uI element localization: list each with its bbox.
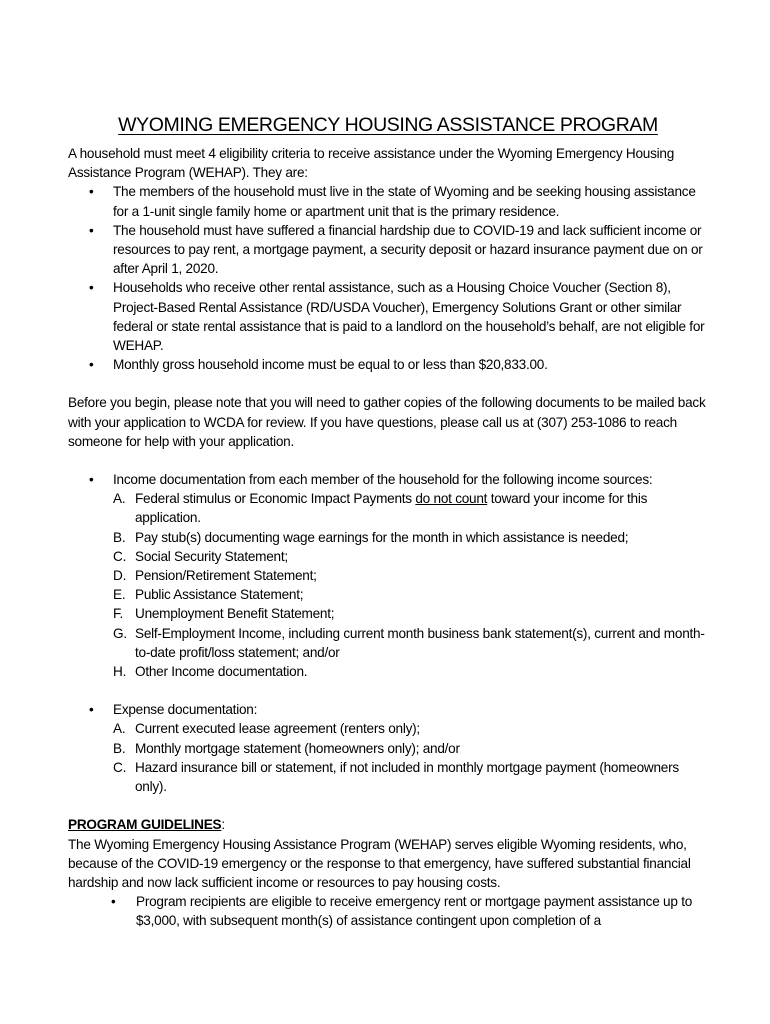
expense-heading: Expense documentation: xyxy=(113,702,258,718)
item-letter: B. xyxy=(113,740,126,756)
criteria-item-4: • Monthly gross household income must be equal to or less than $20,833.00. xyxy=(68,355,708,374)
criteria-item-3: • Households who receive other rental assistance, such as a Housing Choice Voucher (Section 8), Project-Based Rental Assistance (RD/USDA Voucher), Emergency Solutions Grant or other similar federal or state rental assistance that is paid to a landlord on the household’s behalf, are not eligible for WEHAP. xyxy=(68,278,708,355)
item-text: Social Security Statement; xyxy=(135,548,288,564)
item-letter: B. xyxy=(113,529,126,545)
eligibility-criteria-list xyxy=(68,182,708,374)
item-letter: F. xyxy=(113,606,124,622)
income-item-g xyxy=(113,624,708,662)
expense-item-c xyxy=(113,758,708,796)
item-text: Monthly mortgage statement (homeowners only); and/or xyxy=(135,740,460,756)
guidelines-item-1: • Program recipients are eligible to receive emergency rent or mortgage payment assistance up to $3,000, with subsequent month(s) of assistance contingent upon completion of a xyxy=(68,892,708,930)
income-item-a-text-end: toward your income for this application. xyxy=(135,491,648,526)
guidelines-list xyxy=(68,892,708,930)
intro-paragraph: A household must meet 4 eligibility criteria to receive assistance under the Wyoming Emergency Housing Assistance Program (WEHAP). They are: xyxy=(68,146,675,181)
item-letter: H. xyxy=(113,664,127,680)
guidelines-colon: : xyxy=(221,817,225,833)
item-letter: G. xyxy=(113,625,127,641)
item-letter: C. xyxy=(113,548,127,564)
item-text: Public Assistance Statement; xyxy=(135,587,304,603)
expense-item-b xyxy=(113,739,708,758)
expense-item-a xyxy=(113,719,708,738)
item-letter: E. xyxy=(113,587,126,603)
item-letter: D. xyxy=(113,568,127,584)
item-text: Self-Employment Income, including current month business bank statement(s), current and month-to-date profit/loss statement; and/or xyxy=(135,625,705,660)
income-item-d xyxy=(113,566,708,585)
guidelines-heading-line xyxy=(68,815,708,834)
expense-documentation-item xyxy=(68,700,708,796)
income-item-f xyxy=(113,604,708,623)
item-text: Current executed lease agreement (renters only); xyxy=(135,721,420,737)
criteria-item-1: • The members of the household must live in the state of Wyoming and be seeking housing assistance for a 1-unit single family home or apartment unit that is the primary residence. xyxy=(68,182,708,220)
item-letter: A. xyxy=(113,721,126,737)
income-documentation-list xyxy=(68,470,708,681)
expense-documentation-list xyxy=(68,700,708,796)
spacer xyxy=(68,681,708,700)
item-text: Pay stub(s) documenting wage earnings for the month in which assistance is needed; xyxy=(135,529,629,545)
income-heading: Income documentation from each member of the household for the following income sources: xyxy=(113,472,653,488)
spacer xyxy=(68,451,708,470)
spacer xyxy=(68,374,708,393)
item-text: Hazard insurance bill or statement, if not included in monthly mortgage payment (homeowners only). xyxy=(135,759,679,795)
spacer xyxy=(68,796,708,815)
item-text: Unemployment Benefit Statement; xyxy=(135,606,335,622)
income-sources-list xyxy=(113,489,708,681)
guidelines-paragraph: The Wyoming Emergency Housing Assistance Program (WEHAP) serves eligible Wyoming residents, who, because of the COVID-19 emergency or the response to that emergency, have suffered substantial financial hardship and now lack sufficient income or resources to pay housing costs. xyxy=(68,836,691,890)
income-item-a xyxy=(113,489,708,527)
item-letter: C. xyxy=(113,759,127,775)
item-letter: A. xyxy=(113,491,126,507)
document-title: WYOMING EMERGENCY HOUSING ASSISTANCE PROGRAM xyxy=(118,114,658,136)
document-content xyxy=(68,112,708,931)
income-item-a-text-start: Federal stimulus or Economic Impact Payments xyxy=(135,491,416,507)
criteria-item-2: • The household must have suffered a financial hardship due to COVID-19 and lack sufficient income or resources to pay rent, a mortgage payment, a security deposit or hazard insurance payment due on or after April 1, 2020. xyxy=(68,221,708,279)
expense-items-list xyxy=(113,719,708,796)
do-not-count-emphasis: do not count xyxy=(415,491,488,507)
before-you-begin-paragraph: Before you begin, please note that you will need to gather copies of the following documents to be mailed back with your application to WCDA for review. If you have questions, please call us at (307) 253-1086 to reach someone for help with your application. xyxy=(68,395,706,449)
income-item-b xyxy=(113,528,708,547)
item-text: Other Income documentation. xyxy=(135,664,308,680)
income-item-c xyxy=(113,547,708,566)
income-documentation-item xyxy=(68,470,708,681)
income-item-h xyxy=(113,662,708,681)
guidelines-heading: PROGRAM GUIDELINES xyxy=(68,817,222,833)
income-item-e xyxy=(113,585,708,604)
item-text: Pension/Retirement Statement; xyxy=(135,568,317,584)
